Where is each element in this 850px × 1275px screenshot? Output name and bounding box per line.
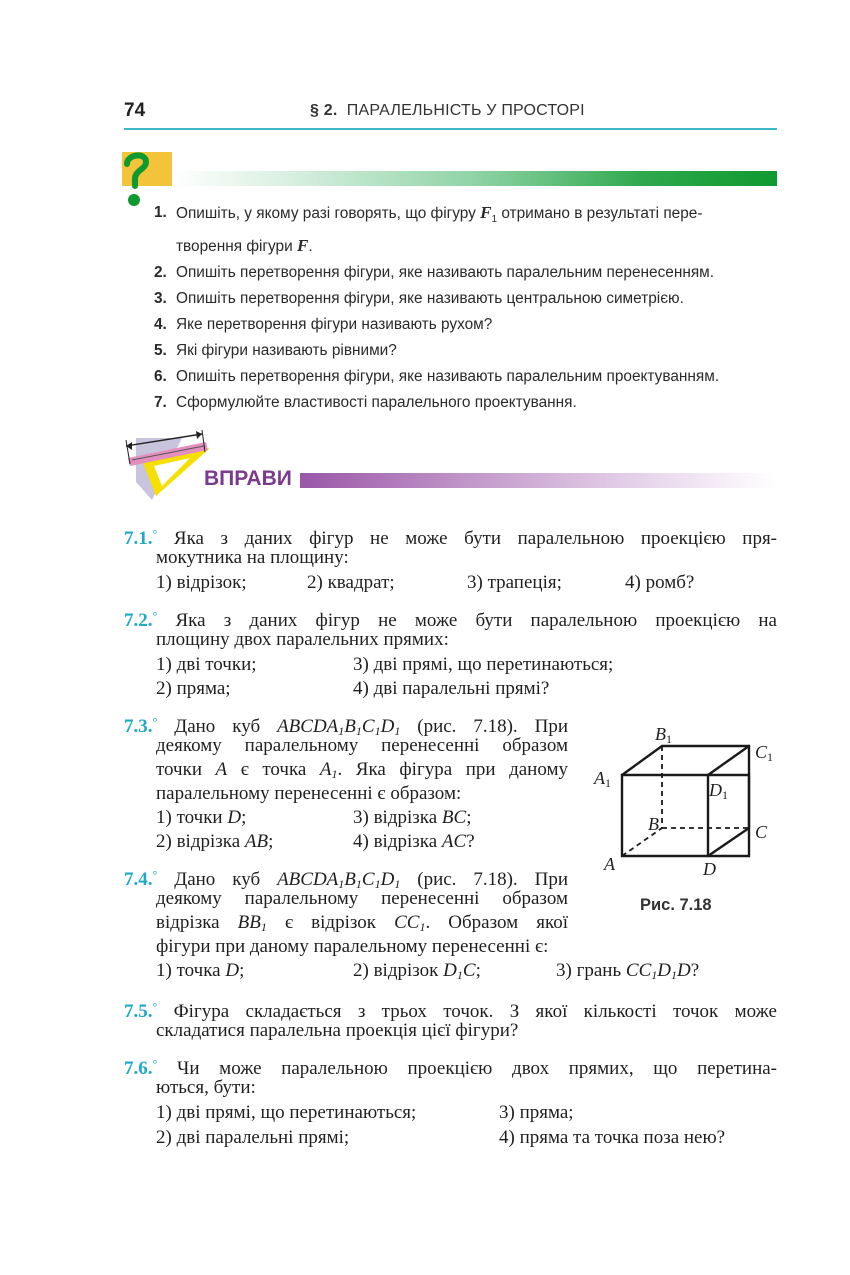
label-b1 [655, 722, 672, 751]
option-text: 1) точки [156, 807, 223, 828]
math-text: CC [625, 960, 652, 981]
exercise-number: 7.1. [124, 528, 153, 549]
cube-edge [708, 828, 749, 856]
math-subscript: 1 [355, 877, 362, 891]
answer-option: 2) квадрат; [307, 572, 395, 593]
degree-mark: ° [152, 715, 158, 729]
question-item [154, 286, 778, 312]
exercise-number: 7.3. [124, 716, 153, 737]
option-text: ? [690, 960, 700, 981]
question-text: . [308, 238, 313, 256]
degree-mark: ° [152, 609, 158, 623]
question-number: 4. [154, 316, 167, 334]
exercise-text: мокутника на площину: [156, 547, 349, 568]
exercise-number: 7.4. [124, 869, 153, 890]
math-text: C [755, 742, 768, 762]
math-expr [238, 912, 267, 933]
math-subscript: 1 [355, 724, 362, 738]
question-item [154, 312, 778, 338]
label-a1 [594, 766, 611, 795]
answer-option: 3) дві прямі, що перетинаються; [353, 654, 614, 675]
exercise-text: є відрізок [284, 912, 377, 933]
math-subscript: 1 [338, 877, 345, 891]
exercise-text: деякому паралельному перенесенні образом [156, 888, 568, 909]
option-text: ; [475, 960, 481, 981]
option-text: 1) точка [156, 960, 221, 981]
math-subscript: 1 [394, 877, 401, 891]
question-number: 1. [154, 204, 167, 221]
math-text: A [215, 759, 228, 780]
question-number: 2. [154, 264, 167, 282]
question-number: 6. [154, 368, 167, 386]
exercise-number: 7.2. [124, 610, 153, 631]
math-text: C [755, 822, 768, 842]
ruler-triangle-icon [122, 430, 214, 502]
math-subscript: 1 [666, 732, 672, 746]
exercise-text: Яка з даних фігур не може бути паралельною проекцією пря- [173, 528, 778, 549]
questions-bar [172, 171, 777, 186]
page-number: 74 [124, 100, 146, 121]
question-text: творення фігури [176, 238, 293, 256]
degree-mark: ° [152, 1057, 158, 1071]
math-text: A [604, 854, 615, 874]
exercise-text: паралельному перенесенні є образом: [156, 783, 462, 804]
math-subscript: 1 [338, 724, 345, 738]
figure-caption: Рис. 7.18 [640, 896, 712, 914]
math-subscript: 1 [456, 968, 463, 982]
answer-option: 1) дві точки; [156, 654, 257, 675]
math-expr [394, 912, 425, 933]
answer-option [156, 830, 273, 854]
question-text: Які фігури називають рівними? [176, 342, 397, 360]
math-expr [626, 960, 691, 981]
option-text: 3) грань [556, 960, 622, 981]
answer-option: 4) пряма та точка поза нею? [499, 1127, 726, 1148]
math-text: D [380, 716, 395, 737]
math-subscript: 1 [374, 877, 381, 891]
math-subscript: 1 [670, 968, 677, 982]
answer-option [156, 959, 244, 983]
math-subscript: 1 [605, 776, 611, 790]
question-text: Опишіть перетворення фігури, яке називають паралельним проектуванням. [176, 368, 720, 386]
answer-option: 1) дві прямі, що перетинаються; [156, 1102, 417, 1123]
answer-option: 4) дві паралельні прямі? [353, 678, 550, 699]
question-text: Сформулюйте властивості паралельного проектування. [176, 394, 577, 412]
exercise-text: . Образом якої [425, 912, 569, 933]
exercise-text: деякому паралельному перенесенні образом [156, 735, 568, 756]
question-item [154, 260, 778, 286]
math-text: C [462, 960, 476, 981]
exercise-text: (рис. 7.18). При [417, 716, 569, 737]
exercise-text: Фігура складається з трьох точок. З якої кількості точок може [173, 1001, 777, 1022]
math-text: D [709, 780, 722, 800]
math-text: ABCDA [277, 716, 339, 737]
exercise-text: фігури при даному паралельному перенесенні є: [156, 936, 549, 957]
answer-option [353, 959, 481, 987]
question-item [154, 200, 778, 260]
answer-option: 1) відрізок; [156, 572, 247, 593]
question-text: Яке перетворення фігури називають рухом? [176, 316, 493, 334]
math-text: C [361, 716, 375, 737]
answer-option [556, 959, 699, 987]
math-text: B [648, 814, 659, 834]
answer-option: 2) пряма; [156, 678, 231, 699]
math-text: ABCDA [277, 869, 339, 890]
math-text: B [344, 716, 356, 737]
math-text: A [594, 768, 605, 788]
exercise-text: Чи може паралельною проекцією двох прямих, що перетина- [176, 1058, 777, 1079]
exercises-bar [300, 473, 777, 488]
option-text: ; [239, 960, 245, 981]
section-number: § 2. [310, 102, 338, 119]
exercise-text: відрізка [156, 912, 220, 933]
math-variable: F [297, 236, 309, 256]
math-subscript: 1 [394, 724, 401, 738]
math-text: D [676, 960, 691, 981]
exercise-text: Яка з даних фігур не може бути паралельною проекцією на [175, 610, 777, 631]
answer-option [353, 830, 475, 854]
question-text: Опишіть перетворення фігури, яке називають паралельним перенесенням. [176, 264, 715, 282]
section-title: ПАРАЛЕЛЬНІСТЬ У ПРОСТОРІ [346, 102, 585, 119]
question-item [154, 390, 778, 416]
math-text: B [655, 724, 666, 744]
option-text: 3) відрізка [353, 807, 438, 828]
math-text: D [380, 869, 395, 890]
math-text: D [225, 960, 240, 981]
cube-front-face [622, 775, 749, 856]
exercise-text: . Яка фігура при даному [337, 759, 569, 780]
option-text: 4) відрізка [353, 831, 438, 852]
option-text: 2) відрізок [353, 960, 439, 981]
answer-option [353, 806, 471, 830]
degree-mark: ° [152, 527, 158, 541]
math-text: AB [244, 831, 269, 852]
math-expr [443, 960, 475, 981]
exercise-text: (рис. 7.18). При [417, 869, 569, 890]
label-d1 [709, 778, 728, 807]
math-subscript: 1 [767, 750, 774, 764]
math-text: B [344, 869, 356, 890]
math-text: D [227, 807, 242, 828]
math-text: D [703, 859, 716, 879]
label-d [703, 857, 716, 881]
answer-option: 3) трапеція; [467, 572, 562, 593]
header-rule [124, 128, 777, 130]
math-text: C [361, 869, 375, 890]
math-text: D [657, 960, 671, 981]
degree-mark: ° [152, 1000, 158, 1014]
exercise-text: точки [156, 759, 203, 780]
exercise-text: є точка [240, 759, 307, 780]
answer-option: 2) дві паралельні прямі; [156, 1127, 350, 1148]
answer-option: 4) ромб? [625, 572, 695, 593]
question-text: Опишіть, у якому разі говорять, що фігуру [176, 205, 476, 222]
question-number: 7. [154, 394, 167, 412]
math-subscript: 1 [419, 920, 426, 934]
option-text: ? [466, 831, 475, 852]
question-item [154, 338, 778, 364]
label-c1 [755, 740, 773, 769]
label-b [648, 812, 659, 836]
math-text: A [319, 759, 332, 780]
exercise-text: площину двох паралельних прямих: [156, 629, 449, 650]
exercise-number: 7.6. [124, 1058, 153, 1079]
review-questions [154, 200, 778, 416]
question-text: Опишіть перетворення фігури, яке називають центральною симетрією. [176, 290, 684, 308]
math-text: AC [441, 831, 467, 852]
option-text: ; [466, 807, 472, 828]
question-text: отримано в результаті пере- [501, 205, 703, 222]
math-subscript: 1 [260, 920, 267, 934]
exercise-text: Дано куб [174, 716, 261, 737]
exercise-text: ються, бути: [156, 1077, 256, 1098]
running-header [310, 102, 585, 120]
math-text: BB [237, 912, 261, 933]
question-number: 3. [154, 290, 167, 308]
math-subscript: 1 [491, 214, 498, 226]
exercise-number: 7.5. [124, 1001, 153, 1022]
math-subscript: 1 [722, 788, 728, 802]
exercises-title: ВПРАВИ [204, 467, 292, 490]
option-text: ; [268, 831, 274, 852]
label-a [604, 852, 615, 876]
answer-option [156, 806, 246, 830]
degree-mark: ° [152, 868, 158, 882]
option-text: 2) відрізка [156, 831, 241, 852]
exercise-text: складатися паралельна проекція цієї фігури? [156, 1020, 519, 1041]
math-subscript: 1 [374, 724, 381, 738]
math-text: CC [394, 912, 420, 933]
math-variable: F [480, 203, 492, 222]
math-expr [320, 759, 338, 780]
math-text: BC [441, 807, 467, 828]
question-number: 5. [154, 342, 167, 360]
option-text: ; [241, 807, 247, 828]
math-subscript: 1 [331, 767, 338, 781]
math-subscript: 1 [651, 968, 658, 982]
cube-edge [708, 746, 749, 775]
exercise-text: Дано куб [174, 869, 261, 890]
math-text: D [443, 960, 457, 981]
question-item [154, 364, 778, 390]
label-c [755, 820, 767, 844]
answer-option: 3) пряма; [499, 1102, 574, 1123]
